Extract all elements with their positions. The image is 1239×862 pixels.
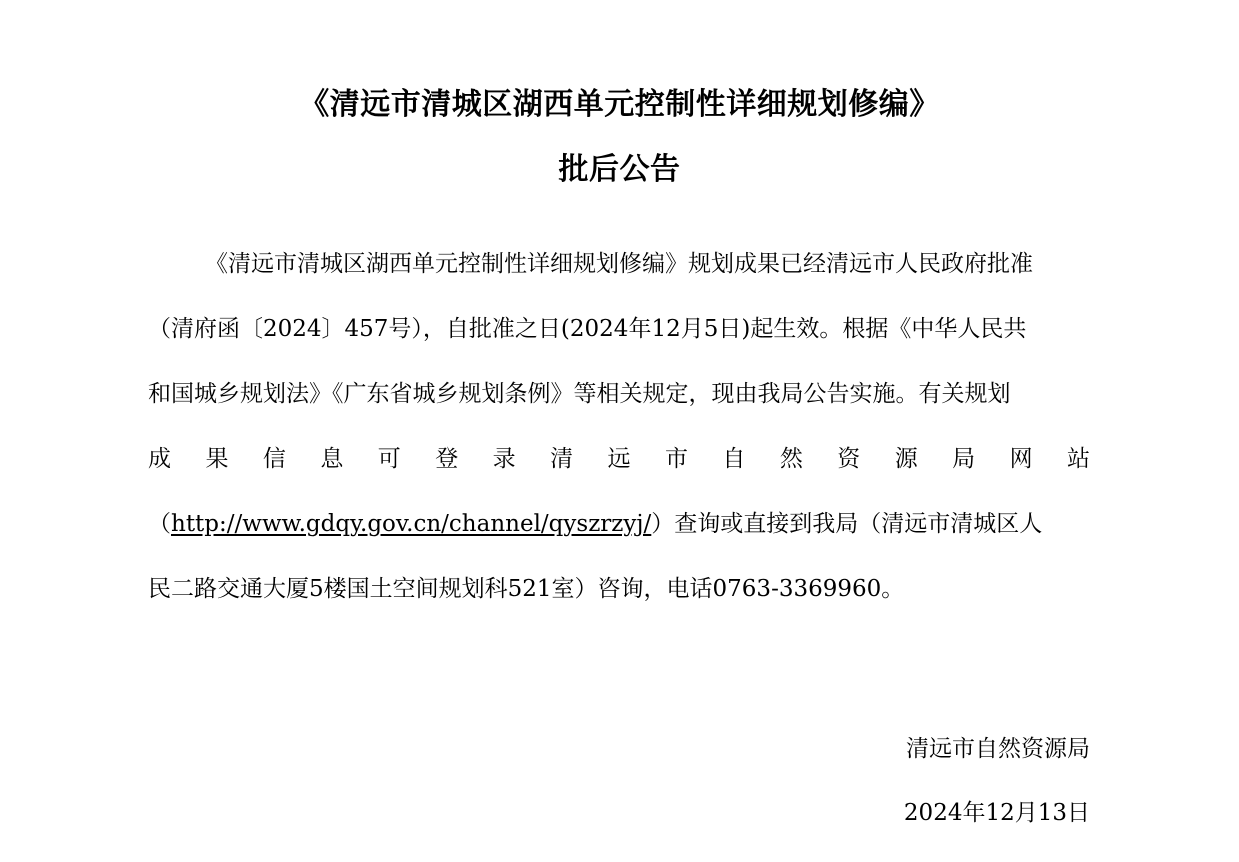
body-line-4 [148, 443, 1090, 475]
body-char: 息 [320, 446, 344, 472]
body-char: 清 [550, 446, 574, 472]
body-char: 网 [1009, 446, 1033, 472]
body-char: 可 [377, 446, 401, 472]
body-line-3: 和国城乡规划法》《广东省城乡规划条例》等相关规定，现由我局公告实施。有关规划 [148, 381, 1011, 407]
body-char: 市 [664, 446, 688, 472]
body-char: 自 [722, 446, 746, 472]
body-char: 局 [952, 446, 976, 472]
body-char: 资 [837, 446, 861, 472]
body-char: 信 [262, 446, 286, 472]
body-line-1: 《清远市清城区湖西单元控制性详细规划修编》规划成果已经清远市人民政府批准 [205, 251, 1033, 277]
body-line-5-text: ）查询或直接到我局（清远市清城区人 [651, 511, 1043, 537]
body-char: 然 [779, 446, 803, 472]
body-line-6: 民二路交通大厦5楼国土空间规划科521室）咨询，电话0763-3369960。 [148, 576, 905, 602]
body-char: 远 [607, 446, 631, 472]
document-subtitle: 批后公告 [558, 152, 681, 187]
body-line-5 [148, 508, 1090, 540]
website-link[interactable]: http://www.gdqy.gov.cn/channel/qyszrzyj/ [171, 511, 652, 537]
body-char: 录 [492, 446, 516, 472]
signature-date: 2024年12月13日 [903, 800, 1090, 826]
body-char: 源 [894, 446, 918, 472]
body-line-2: （清府函〔2024〕457号），自批准之日(2024年12月5日)起生效。根据《中华人民共 [148, 316, 1027, 342]
body-char: 登 [435, 446, 459, 472]
open-paren: （ [148, 511, 171, 537]
body-char: 果 [205, 446, 229, 472]
document-title: 《清远市清城区湖西单元控制性详细规划修编》 [299, 87, 940, 122]
signature-organization: 清远市自然资源局 [906, 736, 1090, 762]
body-char: 成 [148, 446, 171, 472]
body-char: 站 [1067, 446, 1090, 472]
